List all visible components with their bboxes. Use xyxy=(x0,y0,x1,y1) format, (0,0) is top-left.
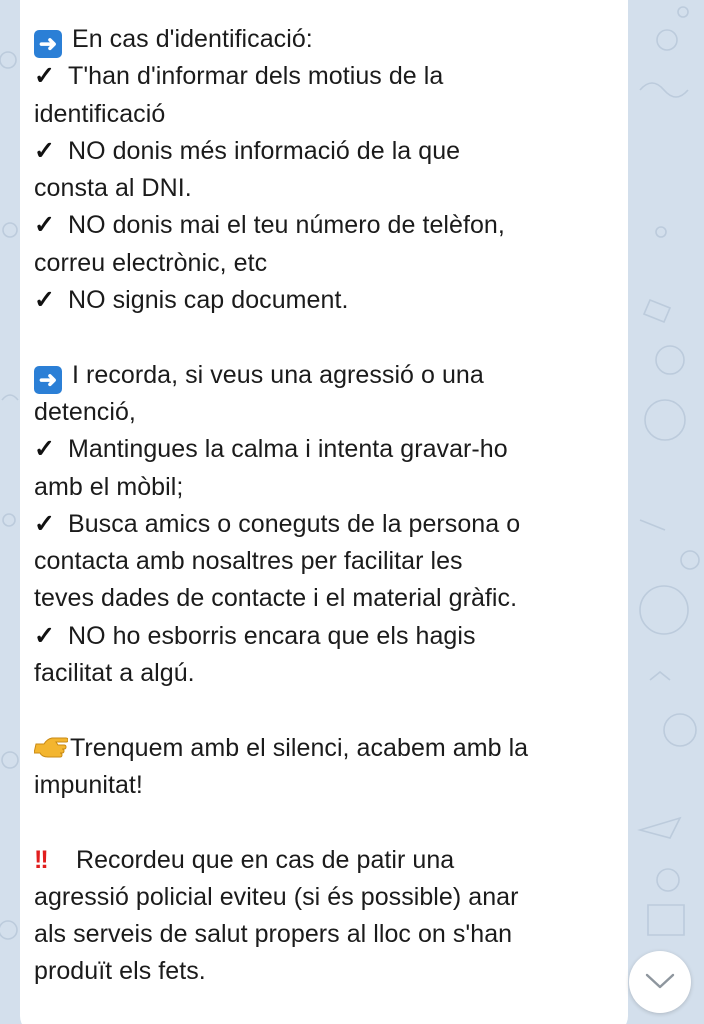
list-item-continuation: identificació xyxy=(34,99,166,128)
list-item xyxy=(34,133,614,170)
list-item xyxy=(34,58,614,95)
section3-line xyxy=(34,730,614,767)
message-text xyxy=(34,21,614,991)
check-mark-icon: ✓ xyxy=(34,286,55,315)
chevron-down-icon xyxy=(644,971,676,991)
section3-continuation: impunitat! xyxy=(34,770,143,799)
list-item-text: NO donis més informació de la que xyxy=(68,136,461,165)
list-item xyxy=(34,431,614,468)
section4-text: Recordeu que en cas de patir una xyxy=(76,845,455,874)
list-item-text: T'han d'informar dels motius de la xyxy=(68,62,444,91)
check-mark-icon: ✓ xyxy=(34,62,55,91)
list-item xyxy=(34,506,614,543)
section2-heading-continuation: detenció, xyxy=(34,397,136,426)
list-item xyxy=(34,618,614,655)
list-item-continuation: consta al DNI. xyxy=(34,174,192,203)
list-item xyxy=(34,282,614,319)
section1-heading-text: En cas d'identificació: xyxy=(72,25,313,53)
list-item-continuation: correu electrònic, etc xyxy=(34,248,268,277)
pointing-hand-icon xyxy=(34,733,70,770)
list-item-text: NO ho esborris encara que els hagis xyxy=(68,621,476,650)
list-item-continuation: amb el mòbil; xyxy=(34,472,184,501)
section1-heading xyxy=(34,21,614,58)
list-item xyxy=(34,207,614,244)
section2-heading-text: I recorda, si veus una agressió o una xyxy=(72,360,484,389)
list-item-continuation: teves dades de contacte i el material gràfic. xyxy=(34,584,518,613)
list-item-continuation: facilitat a algú. xyxy=(34,659,195,688)
double-exclamation-icon: !! xyxy=(34,845,47,874)
section2-heading xyxy=(34,357,614,394)
list-item-text: NO donis mai el teu número de telèfon, xyxy=(68,211,505,240)
paragraph-gap xyxy=(34,804,614,841)
list-item-continuation: contacta amb nosaltres per facilitar les xyxy=(34,547,463,576)
check-mark-icon: ✓ xyxy=(34,136,55,165)
check-mark-icon: ✓ xyxy=(34,211,55,240)
section4-continuation: agressió policial eviteu (si és possible) anar xyxy=(34,882,519,911)
list-item-text: Busca amics o coneguts de la persona o xyxy=(68,509,521,538)
section3-text: Trenquem amb el silenci, acabem amb la xyxy=(70,733,529,762)
list-item-text: NO signis cap document. xyxy=(68,286,349,315)
arrow-right-icon: ➜ xyxy=(34,30,62,58)
paragraph-gap xyxy=(34,692,614,729)
section4-continuation: als serveis de salut propers al lloc on s'han xyxy=(34,920,513,949)
check-mark-icon: ✓ xyxy=(34,509,55,538)
list-item-text: Mantingues la calma i intenta gravar-ho xyxy=(68,435,508,464)
section4-line xyxy=(34,842,614,879)
paragraph-gap xyxy=(34,319,614,356)
check-mark-icon: ✓ xyxy=(34,435,55,464)
scroll-to-bottom-button[interactable] xyxy=(629,951,691,1013)
check-mark-icon: ✓ xyxy=(34,621,55,650)
section4-continuation: produït els fets. xyxy=(34,957,206,986)
arrow-right-icon: ➜ xyxy=(34,366,62,394)
